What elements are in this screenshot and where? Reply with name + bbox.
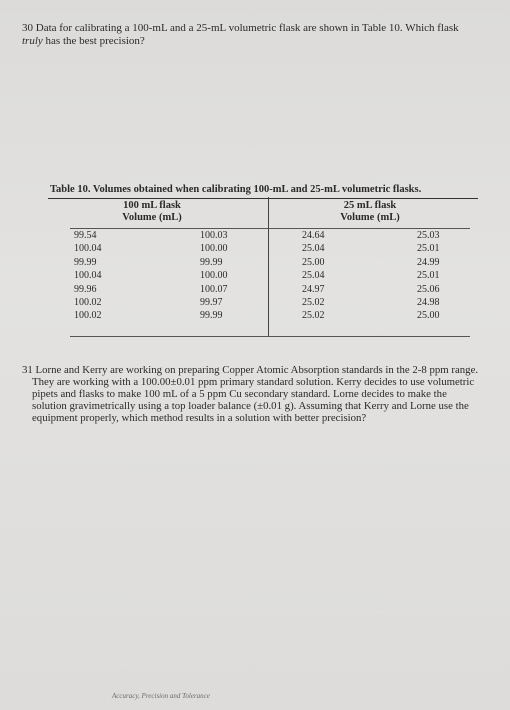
table-cell: 100.03 — [200, 230, 228, 241]
question-number: 30 — [22, 22, 33, 34]
table-cell: 24.64 — [302, 230, 325, 241]
question-text: Lorne and Kerry are working on preparing Copper Atomic Absorption standards in the 2-8 ppm range. They are working with a 100.00±0.01 ppm primary standard solution. Kerry decides to use volumetric pipets and flasks to make 100 mL of a 5 ppm Cu secondary standard. Lorne decides to make the solution gravimetrically using a top loader balance (±0.01 g). Assuming that Kerry and Lorne use the equipment properly, which method results in a solution with better precision? — [32, 364, 479, 424]
table-top-rule — [48, 198, 478, 199]
table-bottom-rule — [70, 336, 470, 337]
header-sublabel: Volume (mL) — [340, 212, 400, 223]
table-row — [74, 269, 467, 282]
table-row — [74, 229, 467, 242]
header-sublabel: Volume (mL) — [122, 212, 182, 223]
table-cell: 99.97 — [200, 297, 223, 309]
table-caption: Table 10. Volumes obtained when calibrating 100-mL and 25-mL volumetric flasks. — [50, 184, 422, 195]
table-row — [74, 242, 467, 255]
table-cell: 24.98 — [417, 297, 440, 309]
calibration-table — [74, 229, 467, 323]
table-cell: 25.06 — [417, 283, 440, 295]
page-footer: Accuracy, Precision and Tolerance — [112, 692, 210, 700]
table-row — [74, 283, 467, 296]
table-cell: 100.02 — [74, 310, 102, 322]
table-cell: 24.97 — [302, 283, 325, 295]
table-row — [74, 309, 467, 322]
table-cell: 99.99 — [200, 310, 223, 322]
table-header-100ml — [62, 200, 242, 224]
table-header-25ml — [285, 200, 455, 224]
header-label: 25 mL flask — [343, 200, 397, 211]
question-31 — [22, 364, 482, 424]
question-text-end: has the best precision? — [42, 35, 145, 47]
table-cell: 25.03 — [417, 230, 440, 241]
table-cell: 100.02 — [74, 297, 102, 309]
table-cell: 100.07 — [200, 283, 228, 295]
table-cell: 100.04 — [74, 243, 102, 255]
question-number: 31 — [22, 364, 33, 376]
table-cell: 25.02 — [302, 310, 325, 322]
table-row — [74, 256, 467, 269]
table-cell: 99.99 — [74, 256, 97, 268]
table-cell: 25.00 — [417, 310, 440, 322]
table-cell: 25.01 — [417, 243, 440, 255]
table-cell: 99.96 — [74, 283, 97, 295]
table-cell: 24.99 — [417, 256, 440, 268]
table-cell: 99.99 — [200, 256, 223, 268]
question-text: Data for calibrating a 100-mL and a 25-mL volumetric flask are shown in Table 10. Which flask — [35, 22, 459, 34]
table-cell: 25.02 — [302, 297, 325, 309]
question-30 — [22, 22, 482, 48]
table-cell: 100.00 — [200, 270, 228, 282]
table-cell: 25.04 — [302, 270, 325, 282]
table-cell: 99.54 — [74, 230, 97, 241]
table-cell: 25.04 — [302, 243, 325, 255]
table-cell: 100.04 — [74, 270, 102, 282]
header-label: 100 mL flask — [123, 200, 181, 211]
table-cell: 100.00 — [200, 243, 228, 255]
table-row — [74, 296, 467, 309]
table-cell: 25.01 — [417, 270, 440, 282]
question-emphasis: truly — [22, 35, 43, 47]
table-cell: 25.00 — [302, 256, 325, 268]
